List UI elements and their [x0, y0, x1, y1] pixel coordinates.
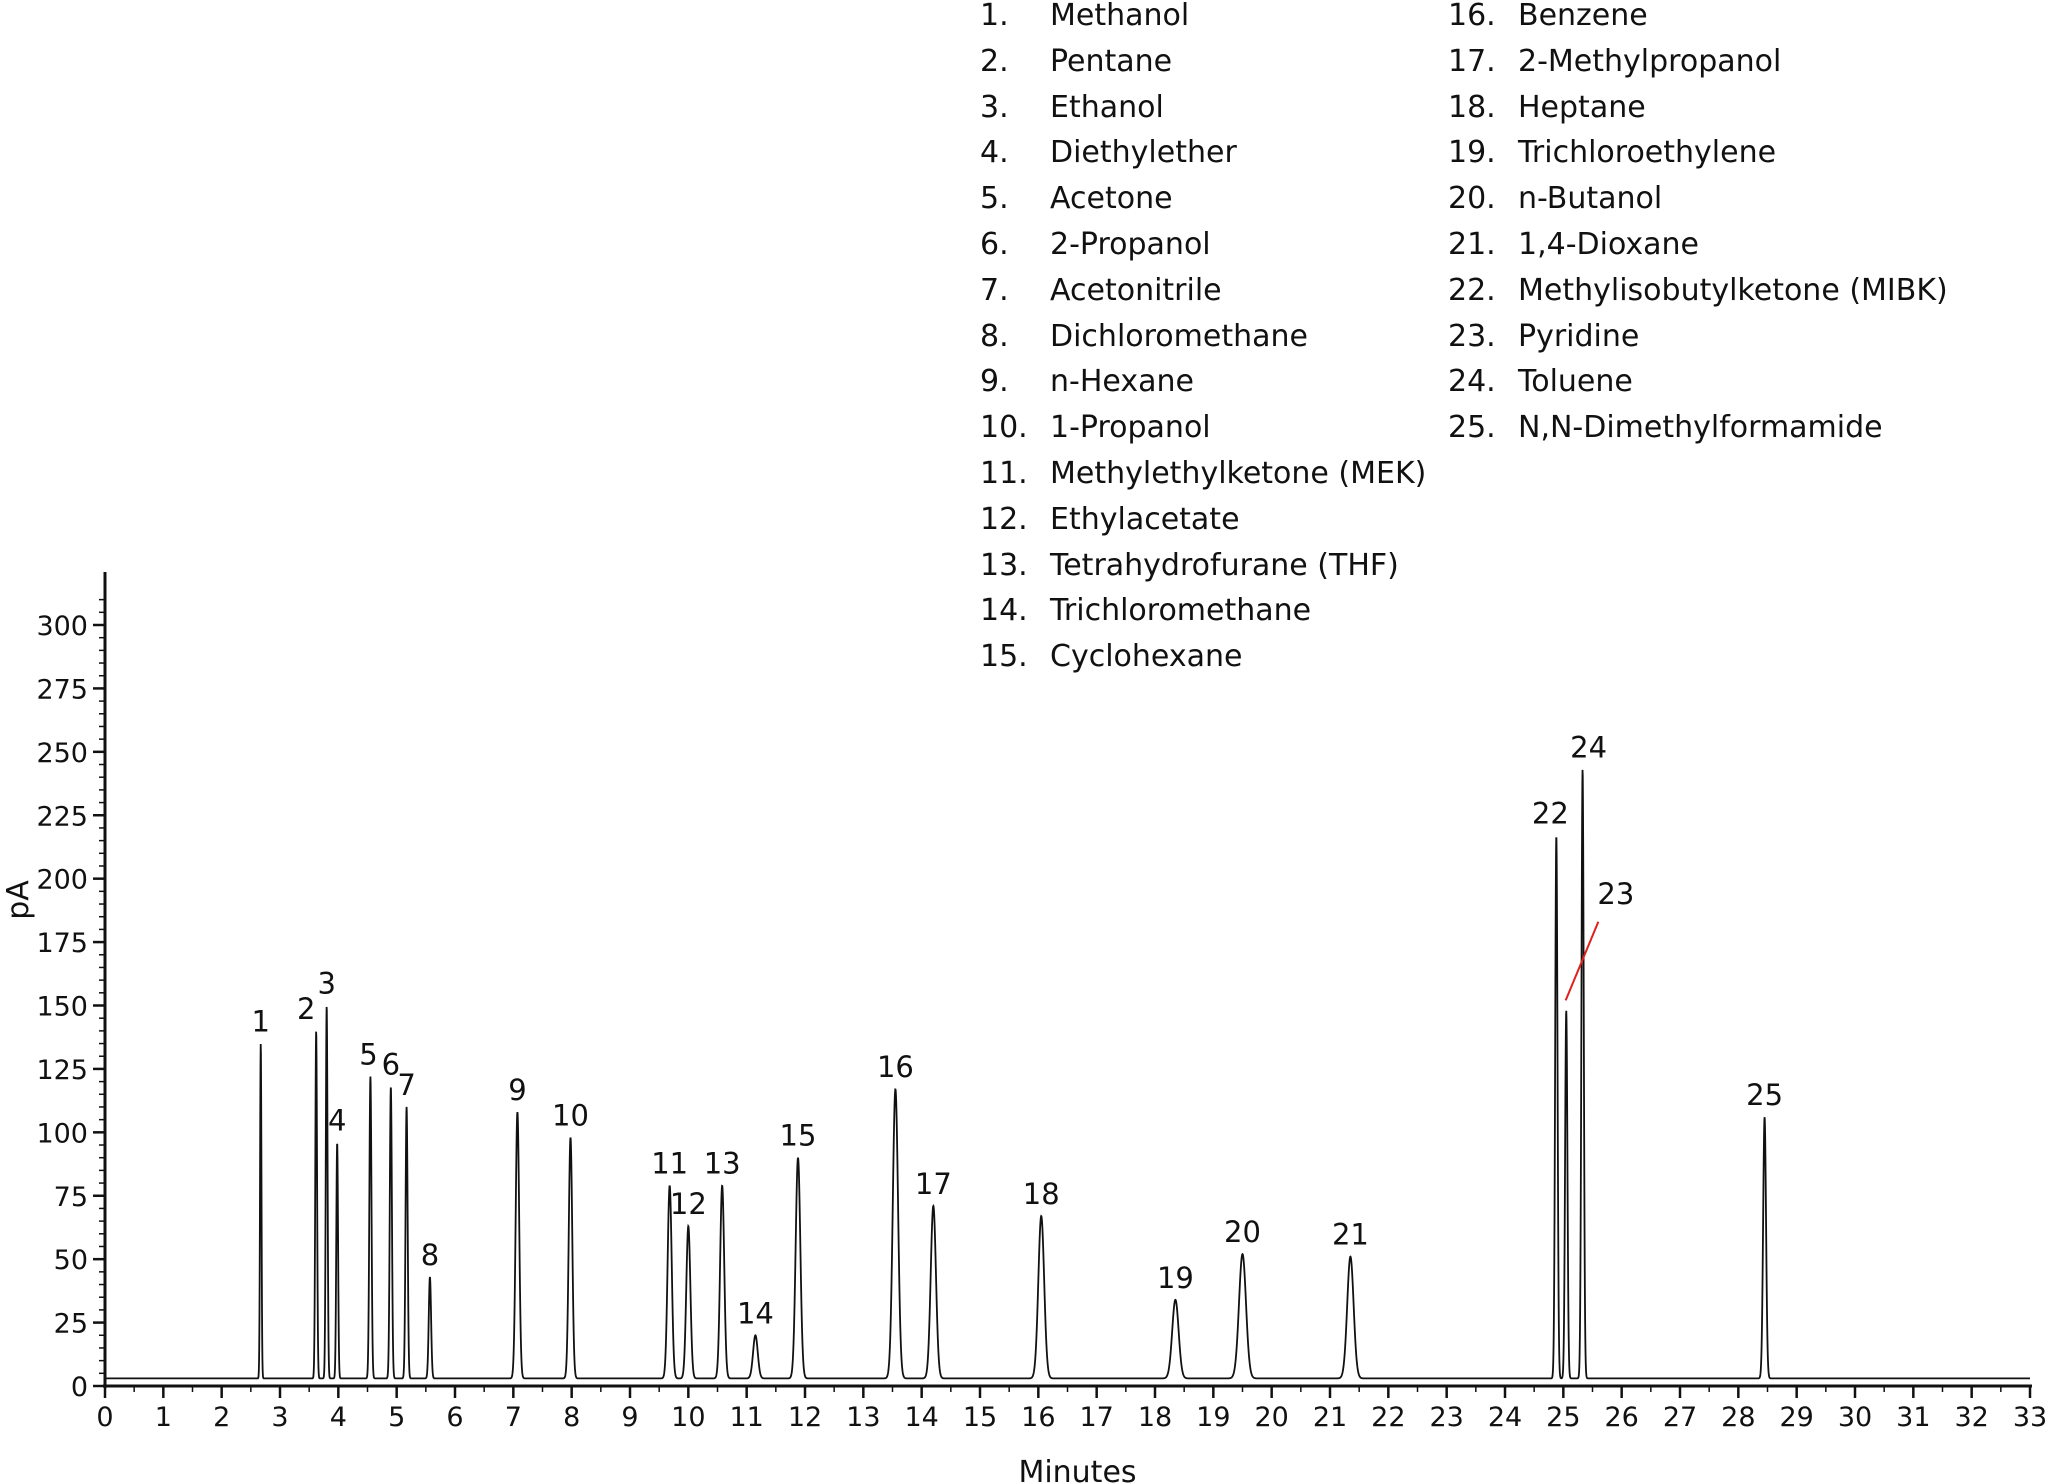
legend-compound-name: Heptane [1518, 89, 1646, 125]
legend-number: 3. [980, 89, 1009, 125]
peak-label: 14 [736, 1296, 774, 1331]
legend-compound-name: 2-Methylpropanol [1518, 43, 1782, 79]
peak-label: 20 [1224, 1215, 1261, 1250]
y-tick-label: 100 [36, 1118, 88, 1150]
x-tick-label: 14 [904, 1402, 939, 1433]
legend-number: 10. [980, 410, 1028, 446]
y-tick-label: 150 [36, 991, 88, 1023]
y-tick-label: 175 [36, 928, 88, 960]
x-tick-label: 32 [1954, 1402, 1989, 1433]
legend-number: 17. [1448, 43, 1496, 79]
legend-number: 15. [980, 639, 1028, 675]
peak-label: 12 [669, 1187, 707, 1222]
y-tick-label: 50 [53, 1245, 88, 1277]
y-axis-ticks [36, 600, 105, 1403]
legend-compound-name: Trichloromethane [1050, 593, 1312, 629]
legend-compound-name: Pyridine [1518, 318, 1640, 354]
peak-label: 3 [317, 966, 336, 1001]
legend-compound-name: Acetone [1050, 181, 1173, 217]
legend-number: 14. [980, 593, 1028, 629]
legend-compound-name: n-Butanol [1518, 181, 1663, 217]
legend-number: 25. [1448, 410, 1496, 446]
peak-label: 16 [876, 1050, 914, 1085]
x-tick-label: 7 [504, 1402, 522, 1433]
peak-label: 8 [420, 1237, 440, 1272]
legend-number: 13. [980, 547, 1028, 583]
peak-label: 23 [1597, 877, 1635, 912]
legend-number: 22. [1448, 272, 1496, 308]
y-tick-label: 75 [53, 1181, 88, 1213]
legend-number: 6. [980, 226, 1009, 262]
peak-label: 9 [508, 1073, 527, 1108]
x-tick-label: 22 [1371, 1402, 1406, 1433]
legend-compound-name: Benzene [1518, 0, 1648, 33]
legend-number: 21. [1448, 226, 1496, 262]
x-tick-label: 33 [2012, 1402, 2048, 1433]
peak-label: 1 [251, 1004, 270, 1039]
x-tick-label: 11 [729, 1402, 764, 1433]
x-tick-label: 6 [446, 1402, 464, 1433]
legend-number: 18. [1448, 89, 1496, 125]
legend-number: 23. [1448, 318, 1496, 354]
legend-number: 12. [980, 501, 1028, 537]
legend-compound-name: Acetonitrile [1050, 272, 1222, 308]
legend-compound-name: Trichloroethylene [1518, 135, 1777, 171]
x-axis-title: Minutes [1018, 1455, 1137, 1484]
x-tick-label: 3 [271, 1402, 289, 1433]
legend-number: 20. [1448, 181, 1496, 217]
peak-label: 10 [552, 1098, 589, 1133]
legend-number: 2. [980, 43, 1009, 79]
x-tick-label: 29 [1779, 1402, 1814, 1433]
x-tick-label: 27 [1662, 1402, 1698, 1433]
legend-compound-name: 2-Propanol [1050, 226, 1211, 262]
legend-compound-name: Ethanol [1050, 89, 1164, 125]
legend-number: 4. [980, 135, 1009, 171]
legend-number: 24. [1448, 364, 1496, 400]
peak-label: 25 [1746, 1078, 1784, 1113]
x-tick-label: 23 [1429, 1402, 1464, 1433]
peak-label: 17 [914, 1166, 952, 1201]
y-tick-label: 200 [36, 864, 88, 896]
x-tick-label: 5 [388, 1402, 406, 1433]
x-tick-label: 30 [1837, 1402, 1873, 1433]
x-tick-label: 25 [1546, 1402, 1581, 1433]
x-tick-label: 9 [621, 1402, 639, 1433]
legend-compound-name: Toluene [1518, 364, 1633, 400]
y-tick-label: 250 [36, 737, 88, 769]
x-tick-label: 13 [846, 1402, 881, 1433]
y-axis-title: pA [1, 880, 36, 920]
peak-label: 6 [381, 1047, 401, 1082]
x-tick-label: 24 [1487, 1402, 1523, 1433]
y-tick-label: 225 [36, 801, 88, 833]
legend-compound-name: Methylisobutylketone (MIBK) [1518, 272, 1948, 308]
x-tick-label: 26 [1604, 1402, 1639, 1433]
x-tick-label: 12 [787, 1402, 823, 1433]
x-tick-label: 19 [1196, 1402, 1231, 1433]
x-tick-label: 8 [563, 1402, 581, 1433]
peak-label: 5 [359, 1037, 378, 1072]
x-tick-label: 2 [213, 1402, 231, 1433]
peak-label: 15 [779, 1118, 817, 1153]
peak-label: 21 [1331, 1217, 1369, 1252]
y-tick-label: 0 [70, 1372, 88, 1403]
x-tick-label: 4 [329, 1402, 347, 1433]
legend-compound-name: 1-Propanol [1050, 410, 1211, 446]
legend-number: 19. [1448, 135, 1496, 171]
peak-label: 4 [327, 1103, 347, 1138]
legend-compound-name: Tetrahydrofurane (THF) [1050, 547, 1399, 583]
peak-label: 22 [1531, 796, 1569, 831]
x-tick-label: 31 [1896, 1402, 1931, 1433]
y-tick-label: 300 [36, 611, 88, 642]
y-tick-label: 275 [36, 674, 88, 706]
legend-compound-name: Methylethylketone (MEK) [1050, 455, 1427, 491]
legend-compound-name: Cyclohexane [1050, 639, 1243, 675]
x-tick-label: 20 [1254, 1402, 1289, 1433]
legend-compound-name: n-Hexane [1050, 364, 1194, 400]
legend-compound-name: 1,4-Dioxane [1518, 226, 1700, 262]
legend-number: 9. [980, 364, 1009, 400]
x-axis-ticks [96, 1386, 2047, 1433]
peak-label: 2 [296, 991, 316, 1026]
x-tick-label: 0 [96, 1402, 114, 1433]
peak-label: 24 [1570, 730, 1608, 765]
legend-compound-name: Methanol [1050, 0, 1190, 33]
x-tick-label: 1 [154, 1402, 172, 1433]
x-tick-label: 17 [1079, 1402, 1114, 1433]
legend-compound-name: Dichloromethane [1050, 318, 1308, 354]
legend-number: 16. [1448, 0, 1496, 33]
x-tick-label: 18 [1137, 1402, 1173, 1433]
peak-label: 13 [703, 1146, 741, 1181]
x-tick-label: 15 [962, 1402, 998, 1433]
peak-label: 11 [651, 1146, 689, 1181]
peak-label: 7 [397, 1067, 416, 1102]
y-tick-label: 125 [36, 1054, 88, 1086]
legend-number: 8. [980, 318, 1009, 354]
legend-number: 5. [980, 181, 1009, 217]
x-tick-label: 28 [1721, 1402, 1756, 1433]
x-tick-label: 10 [671, 1402, 706, 1433]
x-tick-label: 16 [1021, 1402, 1056, 1433]
legend-number: 1. [980, 0, 1009, 33]
legend-compound-name: Ethylacetate [1050, 501, 1240, 537]
legend-number: 7. [980, 272, 1009, 308]
legend-number: 11. [980, 455, 1028, 491]
y-tick-label: 25 [53, 1308, 88, 1340]
x-tick-label: 21 [1312, 1402, 1348, 1433]
peak-label: 19 [1156, 1260, 1194, 1295]
peak-label: 18 [1022, 1177, 1060, 1212]
peak-labels [252, 731, 1784, 1331]
legend-compound-name: Pentane [1050, 43, 1173, 79]
legend-compound-name: N,N-Dimethylformamide [1518, 410, 1883, 446]
legend-compound-name: Diethylether [1050, 135, 1237, 171]
